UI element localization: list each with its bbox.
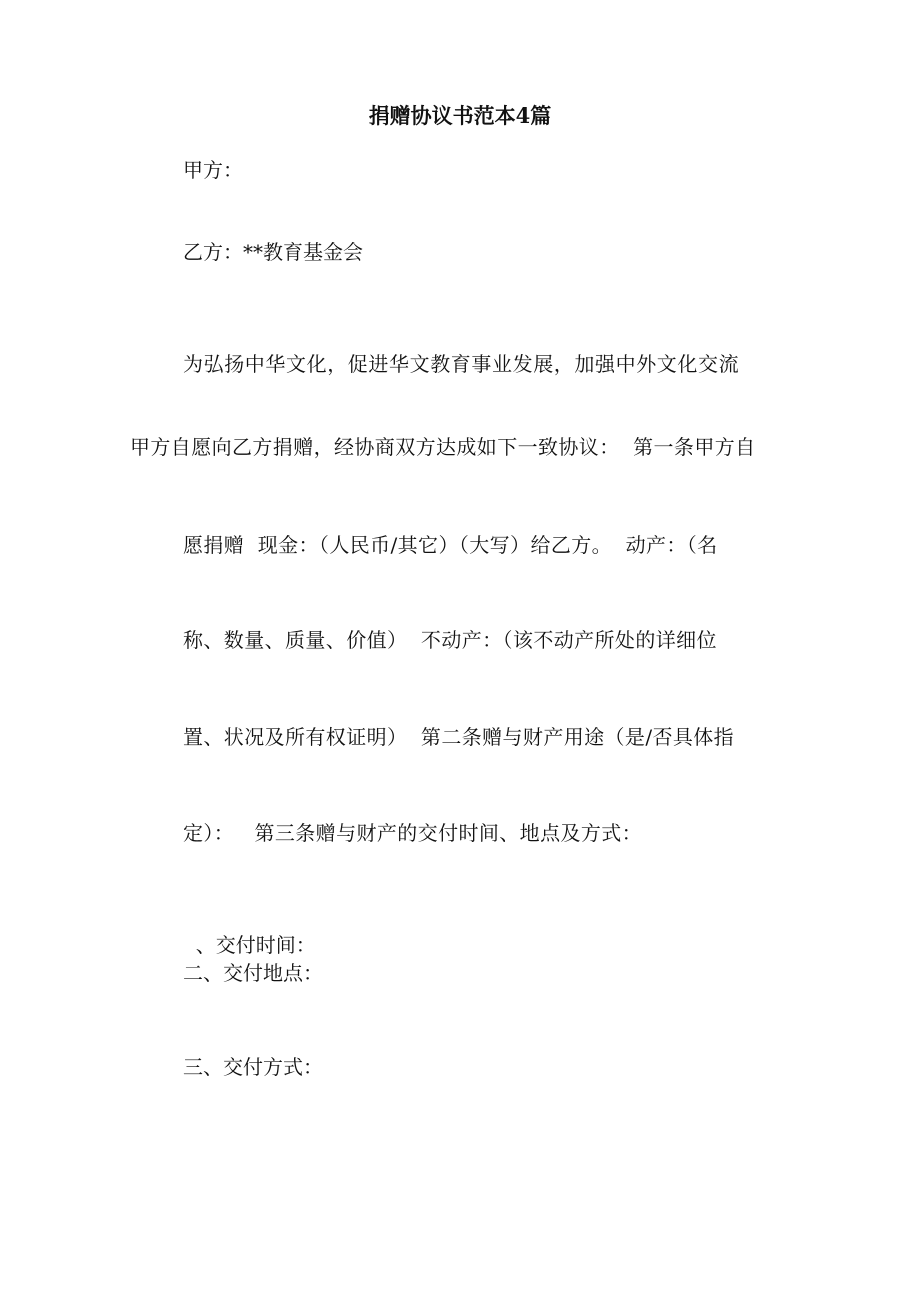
paragraph-line: 置、状况及所有权证明） 第二条赠与财产用途（是/否具体指 [183, 725, 735, 749]
paragraph-line: 甲方自愿向乙方捐赠，经协商双方达成如下一致协议： 第一条甲方自 [130, 435, 756, 459]
paragraph-line: 称、数量、质量、价值） 不动产：（该不动产所处的详细位 [183, 628, 717, 652]
document-title: 捐赠协议书范本4篇 [368, 103, 552, 128]
delivery-method-line: 三、交付方式： [183, 1055, 323, 1079]
delivery-place-line: 二、交付地点： [183, 961, 323, 985]
paragraph-line: 为弘扬中华文化，促进华文教育事业发展，加强中外文化交流 [183, 352, 740, 376]
party-a-line: 甲方： [183, 158, 243, 182]
party-b-line: 乙方：**教育基金会 [183, 240, 363, 264]
paragraph-line: 定）： 第三条赠与财产的交付时间、地点及方式： [183, 821, 643, 845]
delivery-time-line: 、交付时间： [183, 933, 316, 957]
paragraph-line: 愿捐赠 现金：（人民币/其它）（大写）给乙方。 动产：（名 [183, 533, 718, 557]
